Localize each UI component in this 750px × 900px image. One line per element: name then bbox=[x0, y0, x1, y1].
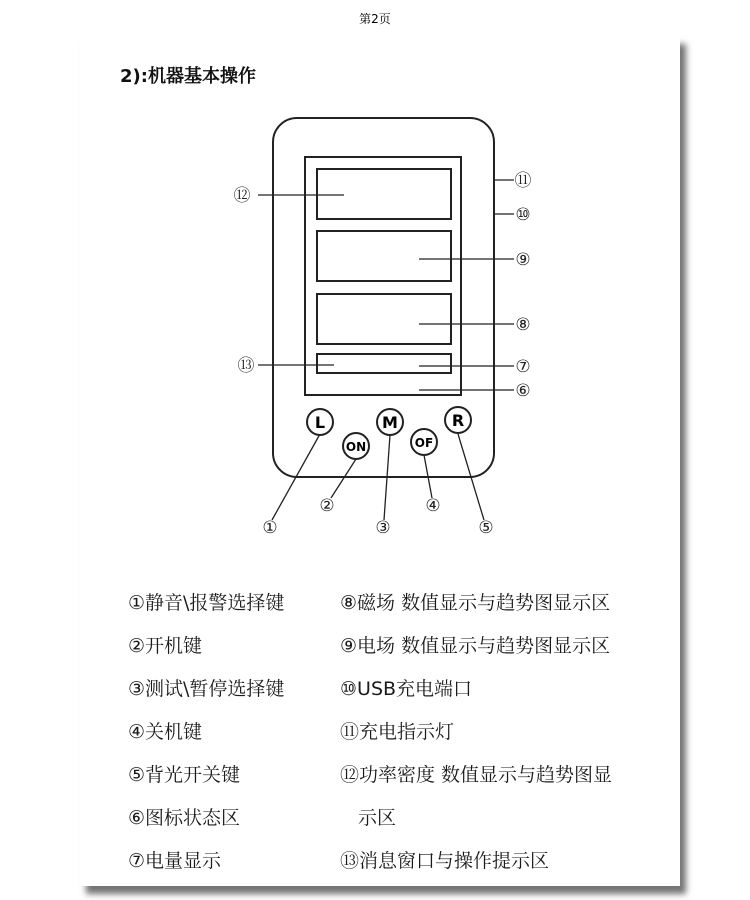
callout-13: ⑬ bbox=[237, 356, 255, 376]
legend-item-12-cont: 示区 bbox=[358, 807, 397, 829]
magnetic-field-display bbox=[317, 294, 451, 344]
callout-8: ⑧ bbox=[515, 315, 531, 335]
button-r-label: R bbox=[451, 411, 465, 430]
button-on bbox=[343, 433, 369, 459]
section-title: 2):机器基本操作 bbox=[120, 66, 256, 87]
legend-item-7: ⑦电量显示 bbox=[128, 850, 222, 872]
legend-item-3: ③测试\暂停选择键 bbox=[128, 678, 285, 700]
callout-7: ⑦ bbox=[515, 357, 531, 377]
button-of-label: OF bbox=[414, 436, 434, 450]
legend-item-9: ⑨电场 数值显示与趋势图显示区 bbox=[340, 635, 611, 657]
electric-field-display bbox=[317, 231, 451, 281]
legend-item-6: ⑥图标状态区 bbox=[128, 807, 241, 829]
legend-item-4: ④关机键 bbox=[128, 721, 203, 743]
message-window bbox=[317, 354, 451, 373]
callout-6: ⑥ bbox=[515, 381, 531, 401]
button-m-label: M bbox=[382, 413, 398, 432]
legend-item-10: ⑩USB充电端口 bbox=[340, 678, 473, 700]
button-m bbox=[377, 409, 403, 435]
legend-item-1: ①静音\报警选择键 bbox=[128, 592, 285, 614]
legend-item-5: ⑤背光开关键 bbox=[128, 764, 241, 786]
button-r bbox=[445, 407, 471, 433]
button-l bbox=[307, 409, 333, 435]
legend-item-13: ⑬消息窗口与操作提示区 bbox=[340, 850, 550, 872]
callout-2: ② bbox=[319, 496, 335, 516]
callout-10: ⑩ bbox=[515, 205, 531, 225]
legend-item-11: ⑪充电指示灯 bbox=[340, 721, 455, 743]
button-l-label: L bbox=[314, 413, 326, 432]
button-on-label: ON bbox=[345, 440, 367, 454]
page-number: 第2页 bbox=[359, 12, 391, 26]
legend-item-8: ⑧磁场 数值显示与趋势图显示区 bbox=[340, 592, 611, 614]
power-density-display bbox=[317, 169, 451, 219]
callout-12: ⑫ bbox=[233, 186, 251, 206]
callout-5: ⑤ bbox=[478, 518, 494, 538]
callout-1: ① bbox=[262, 518, 278, 538]
screen-frame bbox=[305, 157, 461, 395]
legend-item-2: ②开机键 bbox=[128, 635, 203, 657]
legend-item-12: ⑫功率密度 数值显示与趋势图显 bbox=[340, 764, 613, 786]
callout-4: ④ bbox=[425, 496, 441, 516]
callout-3: ③ bbox=[375, 518, 391, 538]
callout-9: ⑨ bbox=[515, 250, 531, 270]
callout-11: ⑪ bbox=[514, 171, 532, 191]
button-of bbox=[411, 429, 437, 455]
